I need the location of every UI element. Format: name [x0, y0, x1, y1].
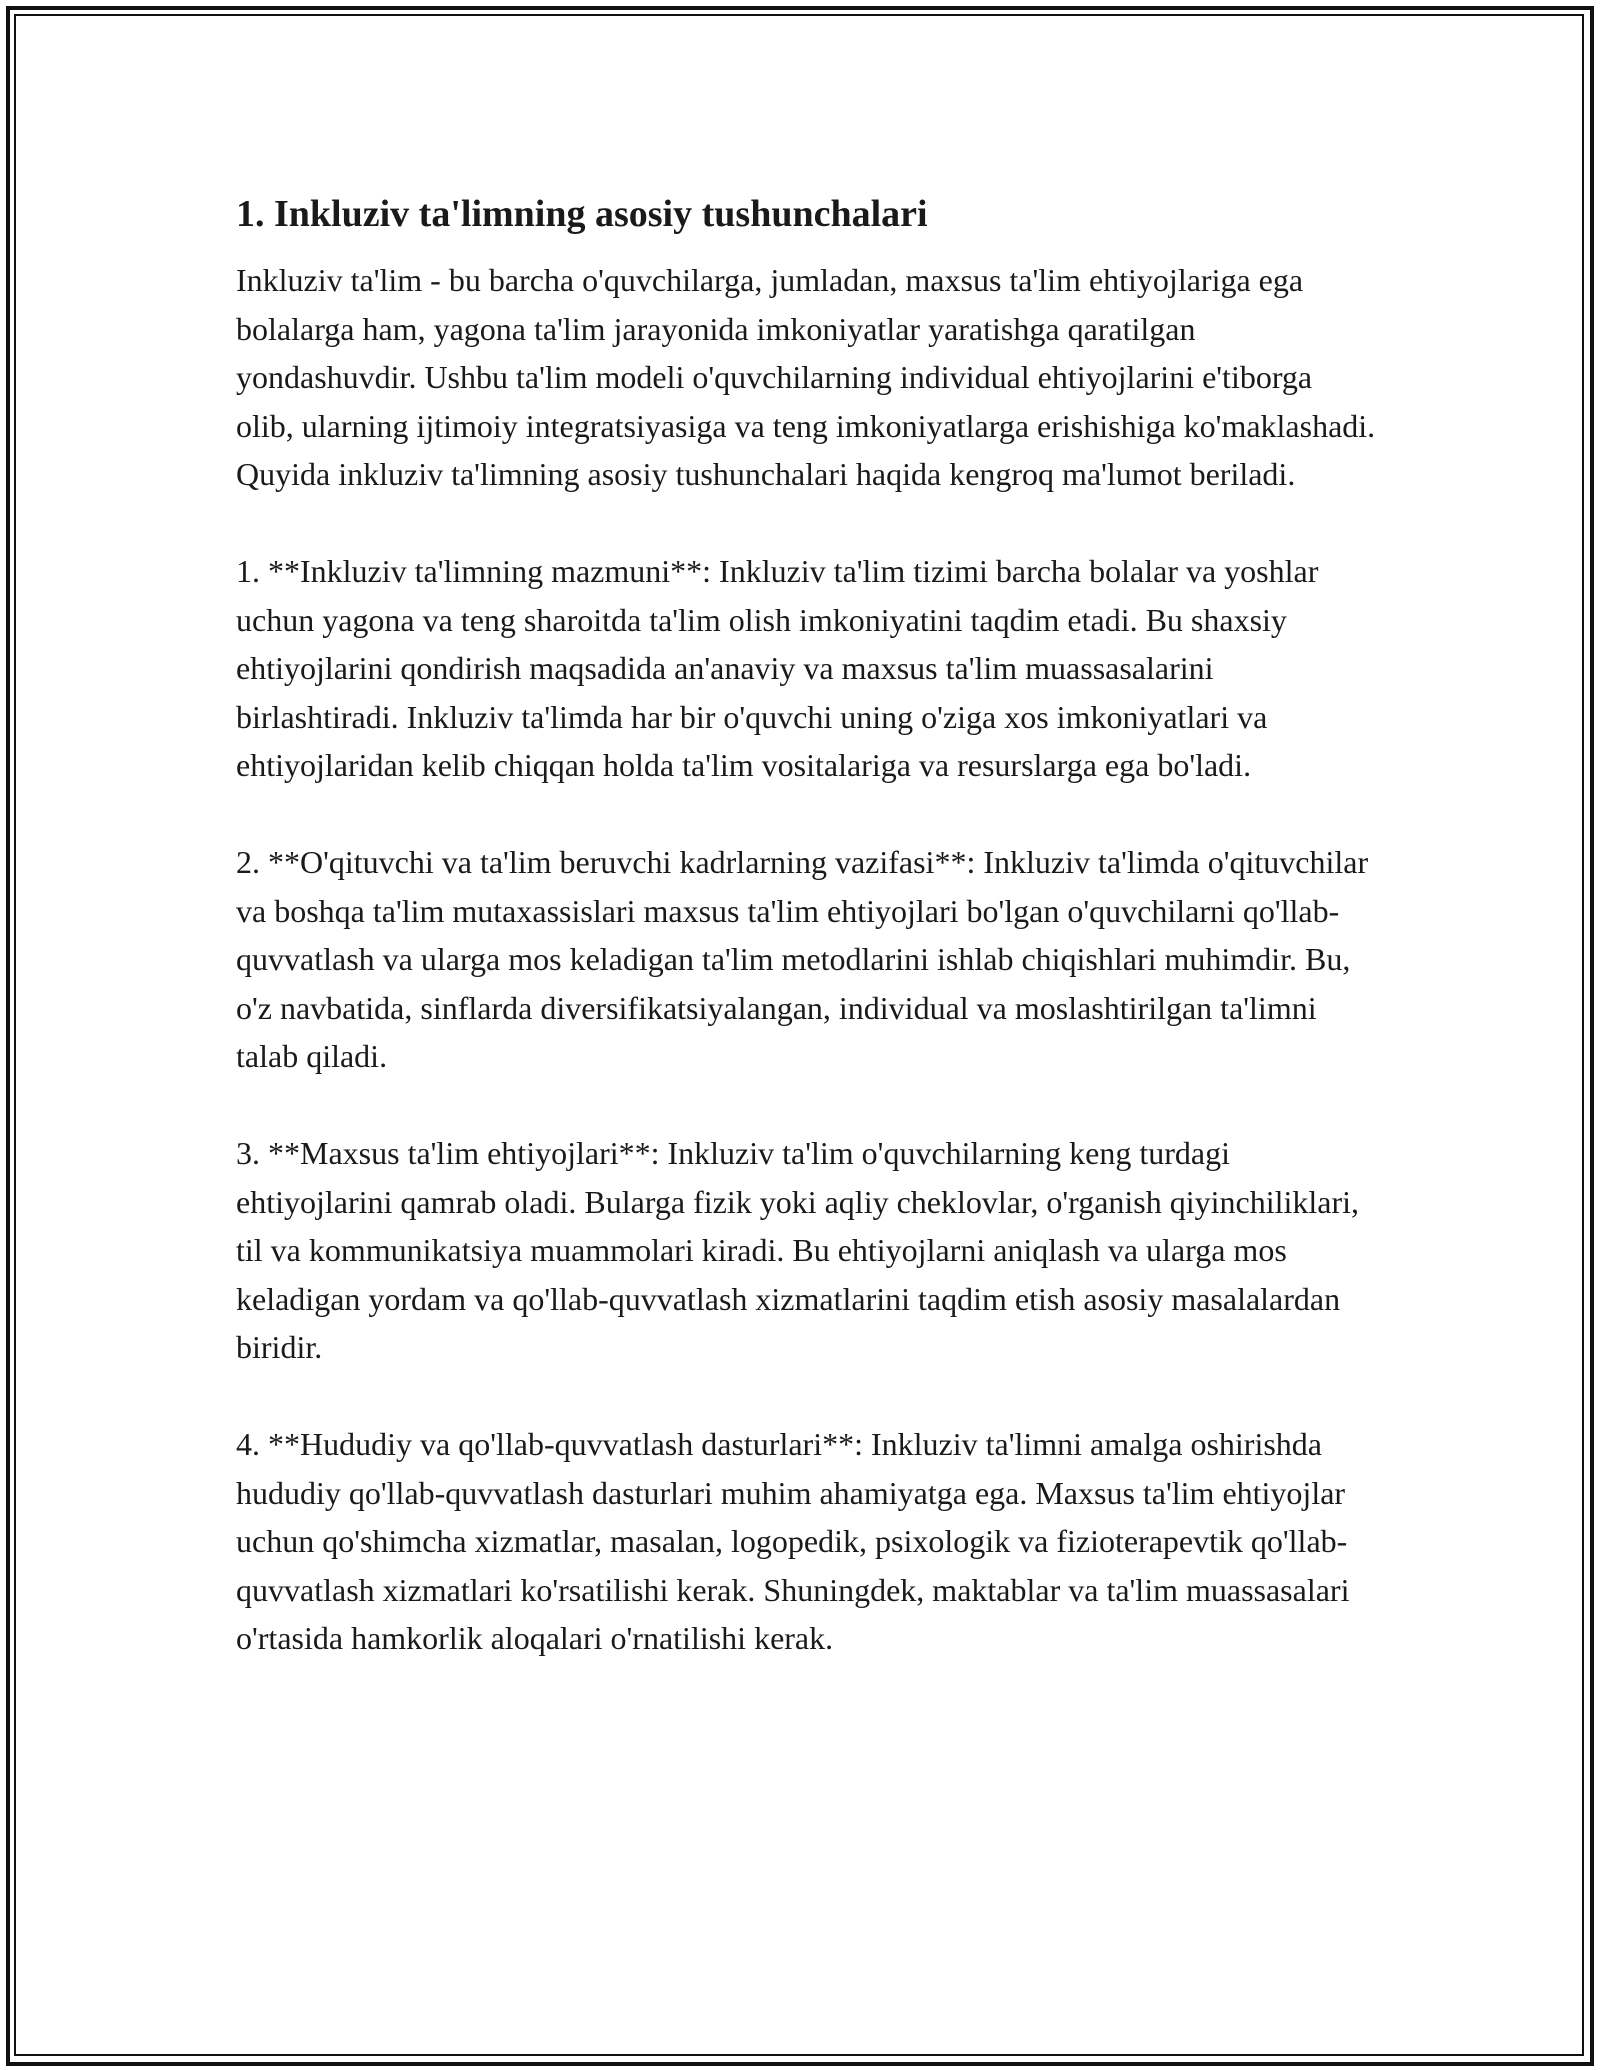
- paragraph-special-needs: 3. **Maxsus ta'lim ehtiyojlari**: Inkluziv ta'lim o'quvchilarning keng turdagi ehtiyojlarini qamrab oladi. Bularga fizik yoki aqliy cheklovlar, o'rganish qiyinchiliklari, til va kommunikatsiya muammolari kiradi. Bu ehtiyojlarni aniqlash va ularga mos keladigan yordam va qo'llab-quvvatlash xizmatlarini taqdim etish asosiy masalalardan biridir.: [236, 1135, 1360, 1365]
- page-title: 1. Inkluziv ta'limning asosiy tushunchalari: [236, 193, 928, 235]
- intro-paragraph: Inkluziv ta'lim - bu barcha o'quvchilarga, jumladan, maxsus ta'lim ehtiyojlariga ega bolalarga ham, yagona ta'lim jarayonida imkoniyatlar yaratishga qaratilgan yondashuvdir. Ushbu ta'lim modeli o'quvchilarning individual ehtiyojlarini e'tiborga olib, ularning ijtimoiy integratsiyasiga va teng imkoniyatlarga erishishiga ko'maklashadi. Quyida inkluziv ta'limning asosiy tushunchalari haqida kengroq ma'lumot beriladi.: [236, 262, 1376, 492]
- paragraph-inclusive-content: 1. **Inkluziv ta'limning mazmuni**: Inkluziv ta'lim tizimi barcha bolalar va yoshlar uchun yagona va teng sharoitda ta'lim olish imkoniyatini taqdim etadi. Bu shaxsiy ehtiyojlarini qondirish maqsadida an'anaviy va maxsus ta'lim muassasalarini birlashtiradi. Inkluziv ta'limda har bir o'quvchi uning o'ziga xos imkoniyatlari va ehtiyojlaridan kelib chiqqan holda ta'lim vositalariga va resurslarga ega bo'ladi.: [236, 553, 1319, 783]
- paragraph-support-programs: 4. **Hududiy va qo'llab-quvvatlash dasturlari**: Inkluziv ta'limni amalga oshirishda hududiy qo'llab-quvvatlash dasturlari muhim ahamiyatga ega. Maxsus ta'lim ehtiyojlar uchun qo'shimcha xizmatlar, masalan, logopedik, psixologik va fizioterapevtik qo'llab-quvvatlash xizmatlari ko'rsatilishi kerak. Shuningdek, maktablar va ta'lim muassasalari o'rtasida hamkorlik aloqalari o'rnatilishi kerak.: [236, 1426, 1350, 1656]
- document-body: [236, 180, 1376, 1711]
- paragraph-teacher-role: 2. **O'qituvchi va ta'lim beruvchi kadrlarning vazifasi**: Inkluziv ta'limda o'qituvchilar va boshqa ta'lim mutaxassislari maxsus ta'lim ehtiyojlari bo'lgan o'quvchilarni qo'llab-quvvatlash va ularga mos keladigan ta'lim metodlarini ishlab chiqishlari muhimdir. Bu, o'z navbatida, sinflarda diversifikatsiyalangan, individual va moslashtirilgan ta'limni talab qiladi.: [236, 844, 1369, 1074]
